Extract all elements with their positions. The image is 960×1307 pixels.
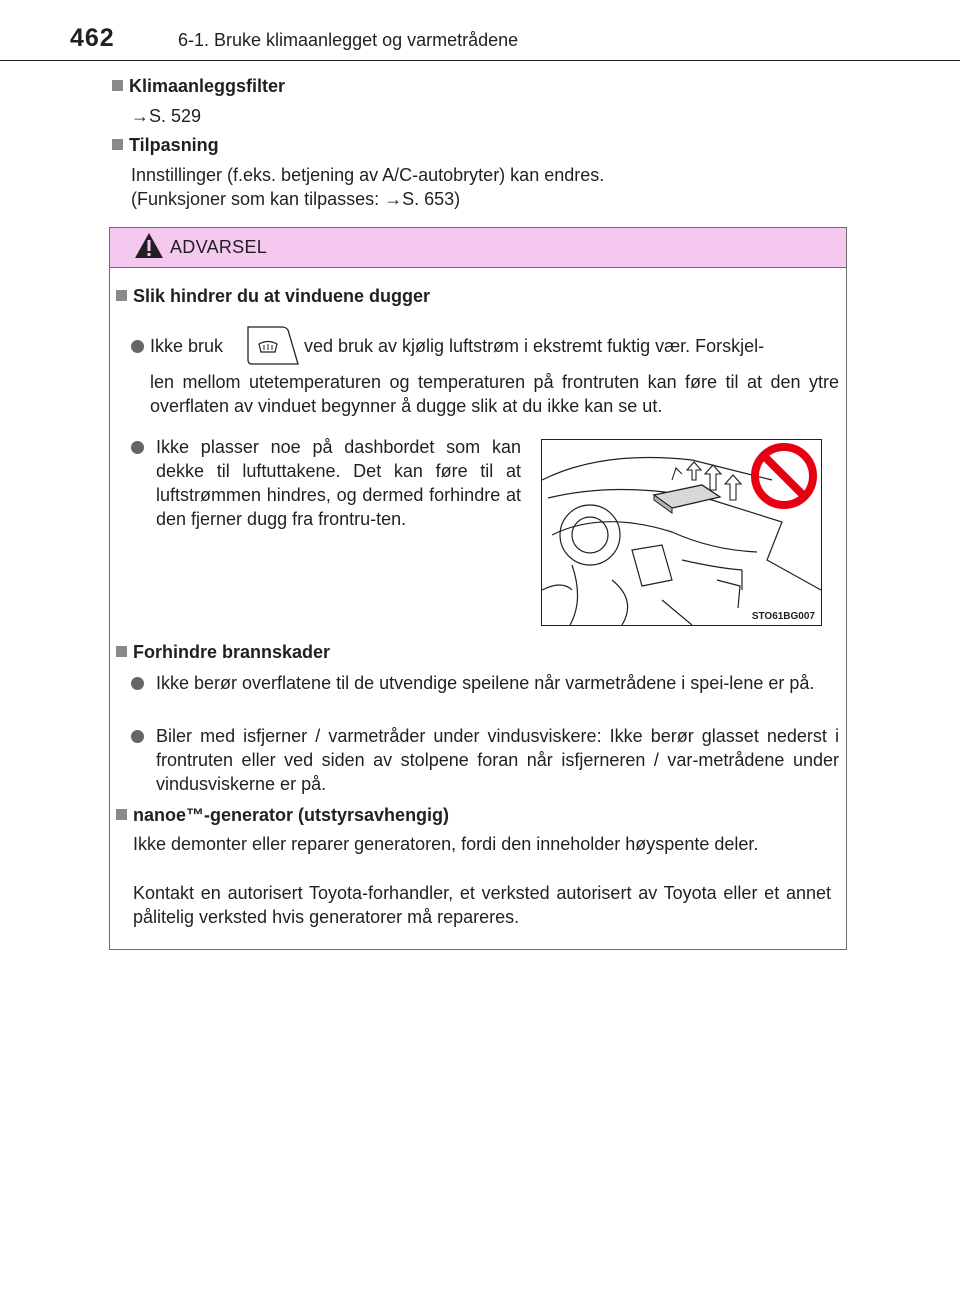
square-bullet-icon bbox=[116, 646, 127, 657]
heading-custom: Tilpasning bbox=[112, 135, 219, 156]
filter-reference[interactable]: →S. 529 bbox=[131, 106, 202, 126]
windshield-defroster-icon bbox=[242, 324, 300, 368]
round-bullet-icon bbox=[131, 677, 144, 690]
heading-filter: Klimaanleggsfilter bbox=[112, 76, 285, 97]
square-bullet-icon bbox=[112, 80, 123, 91]
burns-bullet-1: Ikke berør overflatene til de utvendige speilene når varmetrådene i spei-lene er på. bbox=[131, 671, 839, 695]
page-number: 462 bbox=[70, 24, 115, 52]
nanoe-text-1: Ikke demonter eller reparer generatoren, fordi den inneholder høyspente deler. bbox=[133, 834, 759, 854]
page-header bbox=[0, 0, 960, 62]
round-bullet-icon bbox=[131, 730, 144, 743]
heading-nanoe: nanoe™-generator (utstyrsavhengig) bbox=[116, 805, 449, 826]
defog-bullet-1: Ikke bruk bbox=[131, 334, 223, 358]
defog-bullet-1-cont: len mellom utetemperaturen og temperaturen på frontruten kan føre til at den ytre overflaten av vinduet begynner å dugge slik at du ikke kan se ut. bbox=[150, 372, 839, 416]
dashboard-illustration bbox=[541, 439, 822, 626]
illustration-code: STO61BG007 bbox=[751, 611, 815, 622]
custom-text: Innstillinger (f.eks. betjening av A/C-autobryter) kan endres. (Funksjoner som kan tilpasses: →S. 653) bbox=[131, 165, 605, 209]
round-bullet-icon bbox=[131, 441, 144, 454]
header-rule bbox=[0, 60, 960, 61]
defog-bullet-2: Ikke plasser noe på dashbordet som kan dekke til luftuttakene. Det kan føre til at luftstrømmen hindres, og dermed forhindre at den fjerner dugg fra frontru-ten. bbox=[131, 435, 521, 531]
square-bullet-icon bbox=[112, 139, 123, 150]
round-bullet-icon bbox=[131, 340, 144, 353]
square-bullet-icon bbox=[116, 809, 127, 820]
section-title: 6-1. Bruke klimaanlegget og varmetrådene bbox=[178, 30, 519, 50]
burns-bullet-2: Biler med isfjerner / varmetråder under vindusviskere: Ikke berør glasset nederst i frontruten eller ved siden av stolpene foran når isfjerneren / var-metrådene under vindusviskerne er på. bbox=[131, 724, 839, 796]
heading-burns: Forhindre brannskader bbox=[116, 642, 330, 663]
dashboard-drawing bbox=[542, 440, 821, 625]
warning-header bbox=[110, 228, 846, 268]
nanoe-text-2: Kontakt en autorisert Toyota-forhandler, et verksted autorisert av Toyota eller et annet pålitelig verksted hvis generatorer må repareres. bbox=[133, 883, 831, 927]
warning-triangle-icon bbox=[134, 232, 164, 259]
warning-title: ADVARSEL bbox=[170, 237, 268, 257]
square-bullet-icon bbox=[116, 290, 127, 301]
prohibited-icon bbox=[755, 447, 813, 505]
defog-bullet-1-end: ved bruk av kjølig luftstrøm i ekstremt fuktig vær. Forskjel- bbox=[304, 336, 765, 356]
heading-defog: Slik hindrer du at vinduene dugger bbox=[116, 286, 430, 307]
